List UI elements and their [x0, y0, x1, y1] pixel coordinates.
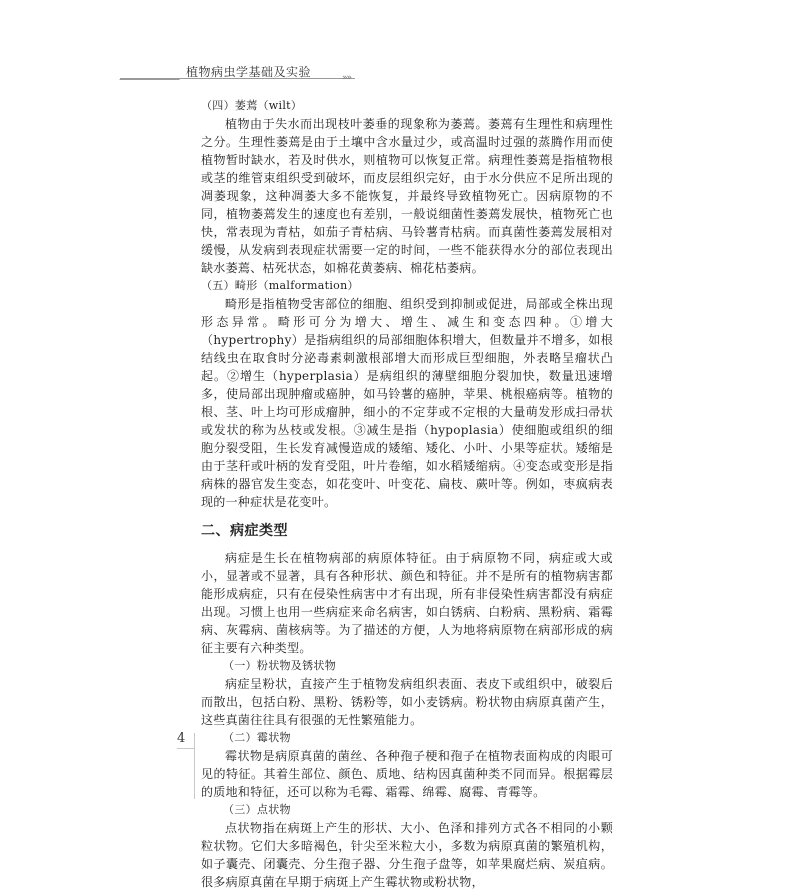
- paragraph-malformation: 畸形是指植物受害部位的细胞、组织受到抑制或促进，局部或全株出现形态异常。畸形可分为增大、增生、减生和变态四种。①增大（hypertrophy）是指病组织的局部细胞体积增大，但数量并不增多，如根结线虫在取食时分泌毒素刺激根部增大而形成巨型细胞，外表略呈瘤状凸起。②增生（hyperplasia）是病组织的薄壁细胞分裂加快，数量迅速增多，使局部出现肿瘤或癌肿，如马铃薯的癌肿，苹果、桃根癌病等。植物的根、茎、叶上均可形成瘤肿，细小的不定芽或不定根的大量萌发形成扫帚状或发状的称为丛枝或发根。③减生是指（hypoplasia）使细胞或组织的细胞分裂受阻，生长发育减慢造成的矮缩、矮化、小叶、小果等症状。矮缩是由于茎秆或叶柄的发育受阻，叶片卷缩，如水稻矮缩病。④变态或变形是指病株的器官发生变态，如花变叶、叶变花、扁枝、蕨叶等。例如，枣疯病表现的一种症状是花变叶。: [201, 297, 613, 509]
- paragraph-sign-types: 病症是生长在植物病部的病原体特征。由于病原物不同，病症或大或小，显著或不显著，具有各种形状、颜色和特征。并不是所有的植物病害都能形成病症，只有在侵染性病害中才有出现，所有非侵染性病害都没有病症出现。习惯上也用一些病症来命名病害，如白锈病、白粉病、黑粉病、霜霉病、灰霉病、菌核病等。为了描述的方便，人为地将病原物在病部形成的病征主要有六种类型。: [201, 551, 613, 655]
- footer-rule: [177, 748, 194, 749]
- subheading-wilt: （四）萎蔫（wilt）: [201, 99, 303, 112]
- paragraph-powder: 病症呈粉状，直接产生于植物发病组织表面、表皮下或组织中，破裂后而散出，包括白粉、黑粉、锈粉等，如小麦锈病。粉状物由病原真菌产生，这些真菌往往具有很强的无性繁殖能力。: [201, 677, 613, 727]
- paragraph-dots: 点状物指在病斑上产生的形状、大小、色泽和排列方式各不相同的小颗粒状物。它们大多暗褐色，针尖至米粒大小，多数为病原真菌的繁殖机构，如子囊壳、闭囊壳、分生孢子器、分生孢子盘等，如苹果腐烂病、炭疽病。很多病原真菌在早期于病斑上产生霉状物或粉状物，: [201, 821, 613, 889]
- page-content: [201, 97, 613, 891]
- header-arrows-icon: »»: [342, 73, 352, 83]
- subheading-malformation: （五）畸形（malformation）: [201, 279, 359, 292]
- subheading-mold: （二）霉状物: [223, 731, 291, 744]
- running-header-title: 植物病虫学基础及实验: [186, 65, 312, 79]
- page-number: 4: [177, 731, 186, 746]
- footer-side-rule: [194, 733, 195, 799]
- section-heading-sign-types: 二、病症类型: [201, 523, 288, 539]
- subheading-dots: （三）点状物: [223, 803, 291, 816]
- subheading-powder: （一）粉状物及锈状物: [223, 659, 336, 672]
- paragraph-mold: 霉状物是病原真菌的菌丝、各种孢子梗和孢子在植物表面构成的肉眼可见的特征。其着生部位、颜色、质地、结构因真菌种类不同而异。根据霉层的质地和特征，还可以称为毛霉、霜霉、绵霉、腐霉、青霉等。: [201, 749, 613, 799]
- paragraph-wilt: 植物由于失水而出现枝叶萎垂的现象称为萎蔫。萎蔫有生理性和病理性之分。生理性萎蔫是由于土壤中含水量过少，或高温时过强的蒸腾作用而使植物暂时缺水，若及时供水，则植物可以恢复正常。病理性萎蔫是指植物根或茎的维管束组织受到破坏，而皮层组织完好，由于水分供应不足所出现的凋萎现象，这种凋萎大多不能恢复，并最终导致植物死亡。因病原物的不同，植物萎蔫发生的速度也有差别，一般说细菌性萎蔫发展快，植物死亡也快，常表现为青枯，如茄子青枯病、马铃薯青枯病。而真菌性萎蔫发展相对缓慢，从发病到表现症状需要一定的时间，一些不能获得水分的部位表现出缺水萎蔫、枯死状态，如棉花黄萎病、棉花枯萎病。: [201, 117, 613, 275]
